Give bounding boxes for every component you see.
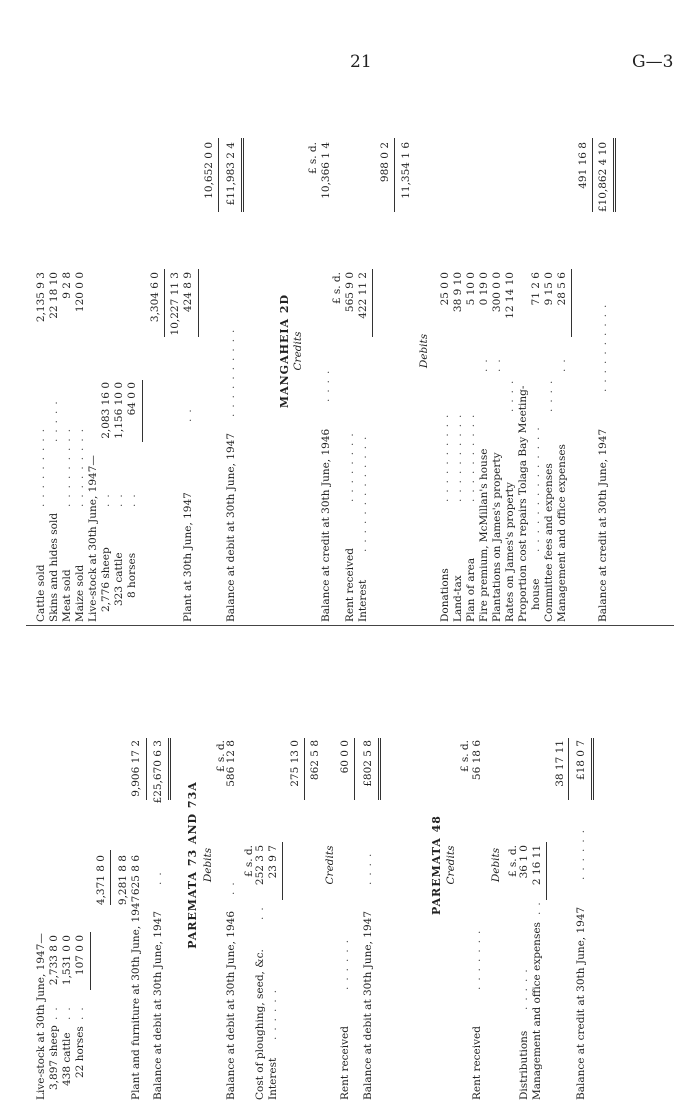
mangaheia-debit-amount: 71 2 6 [530,272,542,306]
cattle-sold-label: Cattle sold [35,564,47,622]
mangaheia-heading: MANGAHEIA 2D [278,293,291,409]
paremata-48-bal-label: Balance at credit at 30th June, 1947 [575,906,587,1100]
paremata-73-interest-amount: 23 9 7 [267,845,279,879]
paremata-73-cost-amount: 252 3 5 [254,845,266,886]
mangaheia-credits-label: Credits [292,331,304,371]
right-plant-label: Plant at 30th June, 1947 [182,492,194,622]
right-balance-label: Balance at debit at 30th June, 1947 [225,432,237,622]
paremata-48-dist-amount: 36 1 0 [518,845,530,879]
mangaheia-bal-1947-amount: £10,862 4 10 [597,142,609,213]
right-plant-item-2: 424 8 9 [182,272,194,313]
mangaheia-debit-label: Rates on James's property [504,482,516,622]
paremata-73-credits-label: Credits [324,845,336,885]
mangaheia-debit-label: Fire premium, McMillan's house [478,448,490,622]
right-cattle-amount: 1,156 10 0 [113,382,125,439]
mangaheia-debit-amount: 12 14 10 [504,272,516,319]
page-ref: G—3 [632,52,674,72]
mangaheia-debit-amount: 25 0 0 [439,272,451,306]
mangaheia-debits-label: Debits [418,333,430,369]
paremata-73-cols: £ s. d. [215,740,227,773]
livestock-horses-label: 22 horses [74,1026,86,1078]
mangaheia-debit-label: Committee fees and expenses [543,463,555,622]
livestock-cattle-label: 438 cattle [61,1032,73,1086]
right-horses-label: 8 horses [126,552,138,598]
paremata-48-debits-label: Debits [490,847,502,883]
right-column: Cattle sold ......... 2,135 9 3 Skins and hides sold ..... 22 18 10 Meat sold ......... 9 2 8 Maize sold ......... 120 0 0 Live-stock at 30th June, 1947— 2,776 sheep .. 2,083 16 0 323 cattle .. 1,156 10 0 8 horses .. 64 0 0 3,304 6 0 10,227 11 3 Plant at 30th June, 1947 .. 424 8 9 10,652 0 0 Balance at debit at 30th June, 1947 .......... £11,983 2 4 MANGAHEIA 2D Credits £ s. d. Balance at credit at 30th June, 1946 .... 10,366 1 4 £ s. d. Rent received ........ 565 9 0 Interest ............. 422 11 2 988 0 2 11,354 1 6 Debits Donations .......... 25 0 0 Land-tax .......... 38 9 10 Plan of area .......... 5 10 0 Fire premium, McMillan's house .. 0 19 0 Plantations on James's property .. 300 0 0 Rates on James's property .... 12 14 10 Proportion cost repairs Tolaga Bay Meeting- house .............. 71 2 6 Committee fees and expenses .... 9 15 0 Management and office expenses .. 28 5 6 491 16 8 Balance at credit at 30th June, 1947 .......... £10,862 4 10 [20,80,680,622]
mangaheia-debit-label: Plan of area [465,557,477,622]
right-horses-amount: 64 0 0 [126,382,138,416]
mangaheia-rent-label: Rent received [344,548,356,622]
livestock-sheep-amount: 2,733 8 0 [48,935,60,986]
paremata-73-bal-1946-amount: 586 12 8 [225,740,237,787]
maize-sold-label: Maize sold [74,564,86,622]
plant-total: 9,906 17 2 [130,740,142,797]
plant-label: Plant and furniture at 30th June, 1947 [130,895,142,1100]
paremata-73-bal-1946-label: Balance at debit at 30th June, 1946 [225,910,237,1100]
mangaheia-bal-1946-amount: 10,366 1 4 [320,142,332,199]
maize-sold-amount: 120 0 0 [74,272,86,313]
mangaheia-debit-label: house [530,578,542,610]
paremata-48-credits-label: Credits [445,845,457,885]
paremata-73-rent-amount: 60 0 0 [339,740,351,774]
right-balance-total: £11,983 2 4 [225,142,237,206]
mangaheia-debit-label: Proportion cost repairs Tolaga Bay Meeting- [517,385,529,622]
right-sheep-label: 2,776 sheep [100,547,112,612]
paremata-48-bal-amount: £18 0 7 [575,740,587,781]
paremata-73-bal-1947-amount: £802 5 8 [362,740,374,787]
meat-sold-amount: 9 2 8 [61,272,73,299]
plant-item-1: 9,281 8 8 [117,855,129,906]
mangaheia-debit-label: Land-tax [452,575,464,622]
right-cattle-label: 323 cattle [113,552,125,606]
paremata-73-rent-label: Rent received [339,1026,351,1100]
paremata-73-interest-label: Interest [267,1057,279,1100]
mangaheia-interest-label: Interest [357,579,369,622]
livestock-horses-amount: 107 0 0 [74,935,86,976]
paremata-73-heading: PAREMATA 73 AND 73A [186,781,199,949]
paremata-48-dist-label: Distributions [518,1030,530,1100]
mangaheia-debit-amount: 0 19 0 [478,272,490,306]
mangaheia-bal-1947-label: Balance at credit at 30th June, 1947 [597,428,609,622]
mangaheia-debit-label: Donations [439,568,451,622]
mangaheia-subtotal-1: 988 0 2 [379,142,391,183]
skins-sold-amount: 22 18 10 [48,272,60,319]
right-livestock-total: 3,304 6 0 [149,272,161,323]
cattle-sold-amount: 2,135 9 3 [35,272,47,323]
right-plant-item-1: 10,227 11 3 [169,272,181,336]
livestock-total: 4,371 8 0 [95,855,107,906]
mangaheia-debit-amount: 5 10 0 [465,272,477,306]
right-plant-total: 10,652 0 0 [203,142,215,199]
skins-sold-label: Skins and hides sold [48,512,60,622]
mangaheia-rent-amount: 565 9 0 [344,272,356,313]
paremata-48-heading: PAREMATA 48 [430,815,443,915]
mangaheia-debit-amount: 9 15 0 [543,272,555,306]
paremata-73-cost-label: Cost of ploughing, seed, &c. [254,949,266,1100]
column-separator [26,625,674,626]
mangaheia-debit-label: Plantations on James's property [491,452,503,622]
paremata-48-mgmt-amount: 2 16 11 [531,845,543,886]
balance-debit-label: Balance at debit at 30th June, 1947 [152,910,164,1100]
mangaheia-debit-amount: 28 5 6 [556,272,568,306]
livestock-cattle-amount: 1,531 0 0 [61,935,73,986]
mangaheia-debit-amount: 300 0 0 [491,272,503,313]
mangaheia-subtotal-2: 11,354 1 6 [400,142,412,199]
paremata-73-debits-label: Debits [202,847,214,883]
paremata-73-subtotal-2: 862 5 8 [309,740,321,781]
paremata-48-subtotal: 38 17 11 [554,740,566,787]
meat-sold-label: Meat sold [61,569,73,622]
page-number: 21 [350,52,372,72]
paremata-73-subtotal-1: 275 13 0 [289,740,301,787]
paremata-73-bal-1947-label: Balance at debit at 30th June, 1947 [362,910,374,1100]
livestock-sheep-label: 3,897 sheep [48,1025,60,1090]
paremata-48-rent-label: Rent received [471,1026,483,1100]
mangaheia-interest-amount: 422 11 2 [357,272,369,319]
mangaheia-debit-label: Management and office expenses [556,444,568,622]
livestock-title: Live-stock at 30th June, 1947— [35,933,47,1100]
mangaheia-debit-amount: 38 9 10 [452,272,464,313]
paremata-48-mgmt-label: Management and office expenses [531,922,543,1100]
mangaheia-debit-total: 491 16 8 [577,142,589,189]
paremata-48-rent-amount: 56 18 6 [471,740,483,781]
mangaheia-bal-1946-label: Balance at credit at 30th June, 1946 [320,428,332,622]
left-column: Live-stock at 30th June, 1947— 3,897 sheep .. 2,733 8 0 438 cattle .. 1,531 0 0 22 horses .. 107 0 0 4,371 8 0 9,281 8 8 Plant and furniture at 30th June, 1947 625 8 6 9,906 17 2 Balance at debit at 30th June, 1947 .. £25,670 6 3 PAREMATA 73 AND 73A Debits £ s. d. Balance at debit at 30th June, 1946 .. 586 12 8 £ s. d. Cost of ploughing, seed, &c. .. 252 3 5 Interest ...... 23 9 7 275 13 0 862 5 8 Credits Rent received ...... 60 0 0 Balance at debit at 30th June, 1947 .... £802 5 8 PAREMATA 48 Credits £ s. d. Rent received ....... 56 18 6 Debits £ s. d. Distributions ..... 36 1 0 Management and office expenses .. 2 16 11 38 17 11 Balance at credit at 30th June, 1947 ...... £18 0 7 [20,630,680,1100]
right-sheep-amount: 2,083 16 0 [100,382,112,439]
rotated-ledger [20,80,680,1100]
balance-debit-total: £25,670 6 3 [152,740,164,804]
right-livestock-title: Live-stock at 30th June, 1947— [87,455,99,622]
plant-item-2: 625 8 6 [130,855,142,896]
